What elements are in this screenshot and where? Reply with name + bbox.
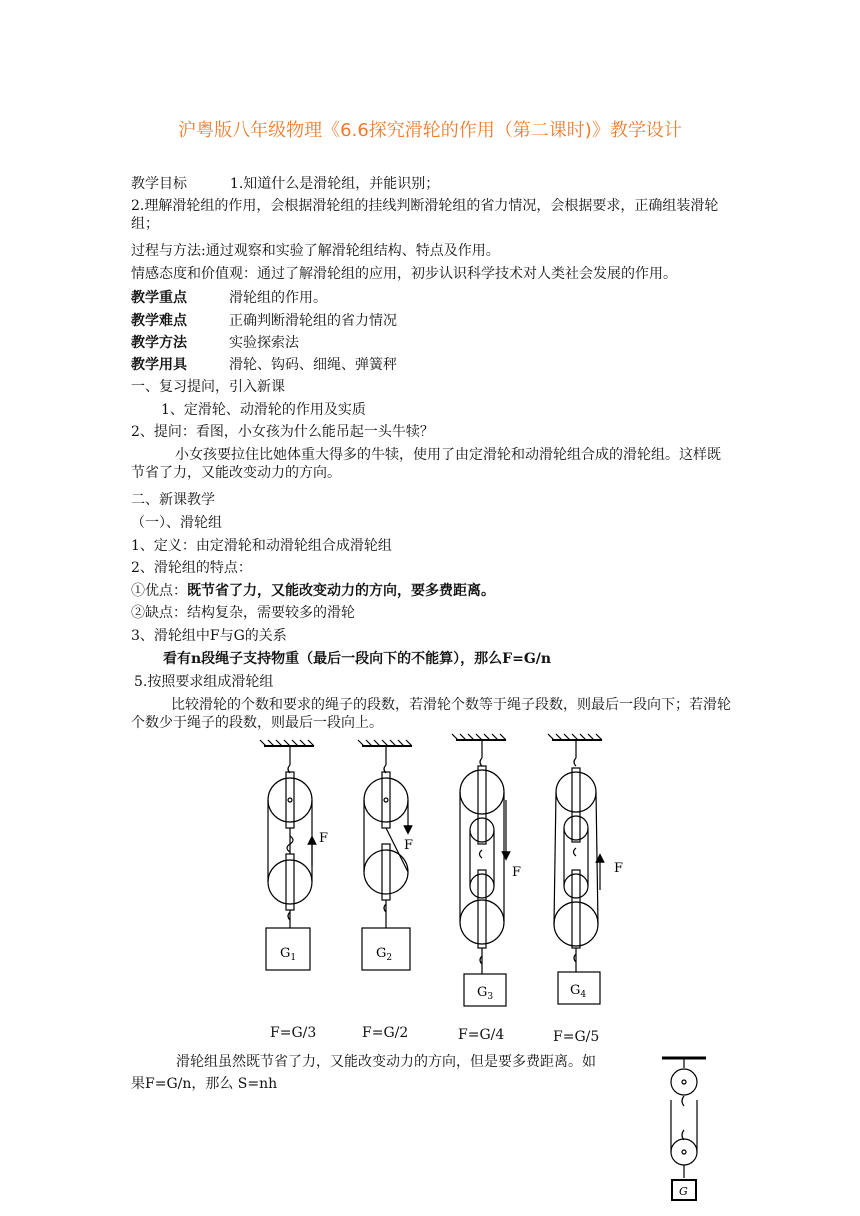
conclusion-line-2: 果F=G/n，那么 S=nh bbox=[131, 1076, 278, 1092]
review-question-1: 1、定滑轮、动滑轮的作用及实质 bbox=[161, 402, 366, 418]
advantages-label: ①优点： bbox=[131, 583, 187, 599]
weight-label-4: $G_4$ bbox=[570, 983, 587, 1000]
subsection-pulley-block: （一）、滑轮组 bbox=[131, 515, 222, 531]
document-title: 沪粤版八年级物理《6.6探究滑轮的作用（第二课时)》教学设计 bbox=[178, 120, 682, 141]
weight-label-1: $G_1$ bbox=[280, 946, 297, 963]
section2-heading: 二、新课教学 bbox=[131, 492, 215, 508]
difficulty-value: 正确判断滑轮组的省力情况 bbox=[229, 313, 397, 329]
relation-heading: 3、滑轮组中F与G的关系 bbox=[131, 628, 287, 644]
pulley-system-1 bbox=[260, 740, 314, 970]
force-label-1: F bbox=[319, 831, 329, 846]
formula-1: F=G/3 bbox=[270, 1025, 317, 1041]
tools-value: 滑轮、钩码、细绳、弹簧秤 bbox=[229, 357, 397, 373]
process-method: 过程与方法:通过观察和实验了解滑轮组结构、特点及作用。 bbox=[131, 243, 500, 259]
formula-4: F=G/5 bbox=[553, 1029, 600, 1045]
tools-label: 教学用具 bbox=[131, 357, 187, 373]
formula-2: F=G/2 bbox=[362, 1025, 409, 1041]
weight-label-2: $G_2$ bbox=[376, 946, 393, 963]
small-weight-label: G bbox=[679, 1185, 688, 1198]
key-point-value: 滑轮组的作用。 bbox=[229, 290, 327, 306]
section1-heading: 一、复习提问，引入新课 bbox=[131, 379, 285, 395]
key-point-label: 教学重点 bbox=[131, 290, 187, 306]
review-answer: 小女孩要拉住比她体重大得多的牛犊，使用了由定滑轮和动滑轮组合成的滑轮组。这样既节省了力，又能改变动力的方向。 bbox=[131, 447, 721, 481]
review-question-2: 2、提问：看图，小女孩为什么能吊起一头牛犊？ bbox=[131, 424, 434, 440]
assemble-heading: 5.按照要求组成滑轮组 bbox=[134, 674, 274, 690]
force-label-4: F bbox=[614, 861, 624, 876]
emotion-value: 情感态度和价值观：通过了解滑轮组的应用，初步认识科学技术对人类社会发展的作用。 bbox=[131, 266, 677, 282]
method-label: 教学方法 bbox=[131, 335, 187, 351]
force-label-2: F bbox=[404, 838, 414, 853]
difficulty-label: 教学难点 bbox=[131, 313, 187, 329]
objectives-label: 教学目标 bbox=[131, 176, 187, 192]
definition: 1、定义：由定滑轮和动滑轮组合成滑轮组 bbox=[131, 538, 392, 554]
pulley-system-4 bbox=[548, 734, 602, 1004]
weight-label-3: $G_3$ bbox=[477, 985, 494, 1002]
force-rule: 看有n段绳子支持物重（最后一段向下的不能算），那么F=G/n bbox=[163, 651, 552, 667]
pulley-system-2 bbox=[358, 740, 412, 970]
small-pulley-figure bbox=[662, 1058, 706, 1200]
disadvantages: ②缺点：结构复杂，需要较多的滑轮 bbox=[131, 605, 355, 621]
advantages-text: 既节省了力，又能改变动力的方向，要多费距离。 bbox=[187, 583, 495, 599]
assemble-text: 比较滑轮的个数和要求的绳子的段数，若滑轮个数等于绳子段数，则最后一段向下；若滑轮个数少于绳子的段数，则最后一段向上。 bbox=[131, 697, 731, 731]
features-heading: 2、滑轮组的特点： bbox=[131, 560, 252, 576]
formula-3: F=G/4 bbox=[458, 1027, 505, 1043]
pulley-system-3 bbox=[452, 734, 506, 1006]
method-value: 实验探索法 bbox=[229, 335, 299, 351]
objective-2: 2.理解滑轮组的作用，会根据滑轮组的挂线判断滑轮组的省力情况，会根据要求，正确组装滑轮组； bbox=[131, 198, 719, 232]
conclusion-line-1: 滑轮组虽然既节省了力，又能改变动力的方向，但是要多费距离。如 bbox=[176, 1054, 596, 1070]
force-label-3: F bbox=[512, 865, 522, 880]
objective-1: 1.知道什么是滑轮组，并能识别； bbox=[229, 176, 440, 192]
